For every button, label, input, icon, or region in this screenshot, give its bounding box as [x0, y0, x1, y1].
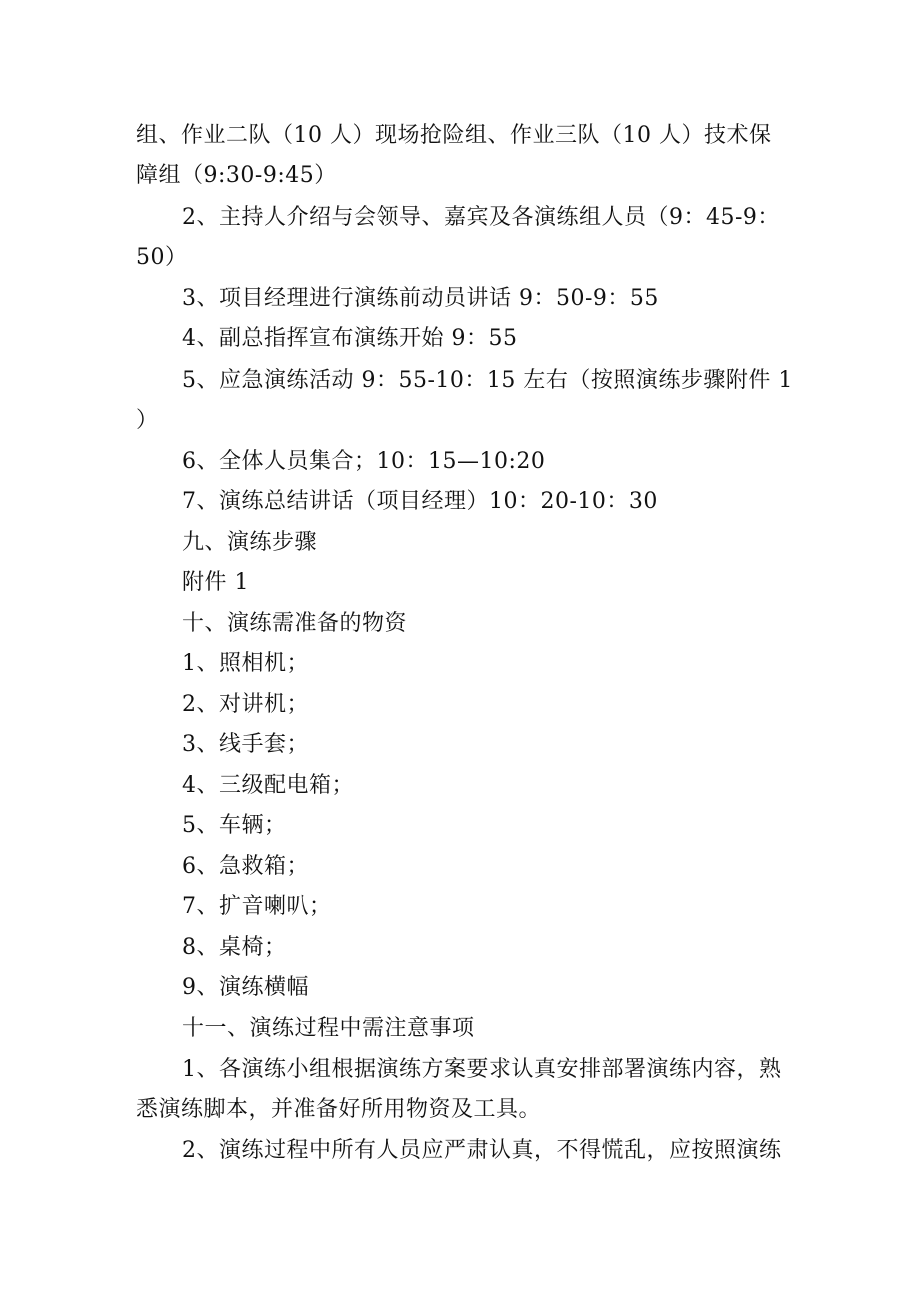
section-heading: 十一、演练过程中需注意事项 [182, 1016, 475, 1041]
text-line: 悉演练脚本，并准备好所用物资及工具。 [136, 1097, 542, 1122]
list-item: 2、对讲机； [182, 692, 309, 717]
text-line: 4、副总指挥宣布演练开始 9：55 [182, 326, 518, 351]
list-item: 4、三级配电箱； [182, 773, 354, 798]
list-item: 9、演练横幅 [182, 975, 309, 1000]
list-item: 7、扩音喇叭； [182, 894, 332, 919]
section-heading: 九、演练步骤 [182, 530, 318, 555]
list-item: 6、急救箱； [182, 854, 309, 879]
text-line: 障组（9:30-9:45） [136, 163, 337, 188]
text-line: 1、各演练小组根据演练方案要求认真安排部署演练内容，熟 [182, 1057, 782, 1082]
text-line: 5、应急演练活动 9：55-10：15 左右（按照演练步骤附件 1 [182, 368, 793, 393]
text-line: 2、演练过程中所有人员应严肃认真，不得慌乱，应按照演练 [182, 1138, 782, 1163]
section-heading: 十、演练需准备的物资 [182, 611, 408, 636]
list-item: 3、线手套； [182, 732, 309, 757]
text-line: ） [136, 408, 159, 433]
list-item: 5、车辆； [182, 813, 287, 838]
text-line: 组、作业二队（10 人）现场抢险组、作业三队（10 人）技术保 [136, 123, 772, 148]
text-line: 6、全体人员集合；10：15—10:20 [182, 449, 546, 474]
text-line: 2、主持人介绍与会领导、嘉宾及各演练组人员（9：45-9： [182, 205, 780, 230]
text-line: 3、项目经理进行演练前动员讲话 9：50-9：55 [182, 286, 659, 311]
text-line: 50） [136, 245, 188, 270]
text-line: 附件 1 [182, 570, 249, 595]
text-line: 7、演练总结讲话（项目经理）10：20-10：30 [182, 489, 658, 514]
list-item: 1、照相机； [182, 651, 309, 676]
list-item: 8、桌椅； [182, 935, 287, 960]
